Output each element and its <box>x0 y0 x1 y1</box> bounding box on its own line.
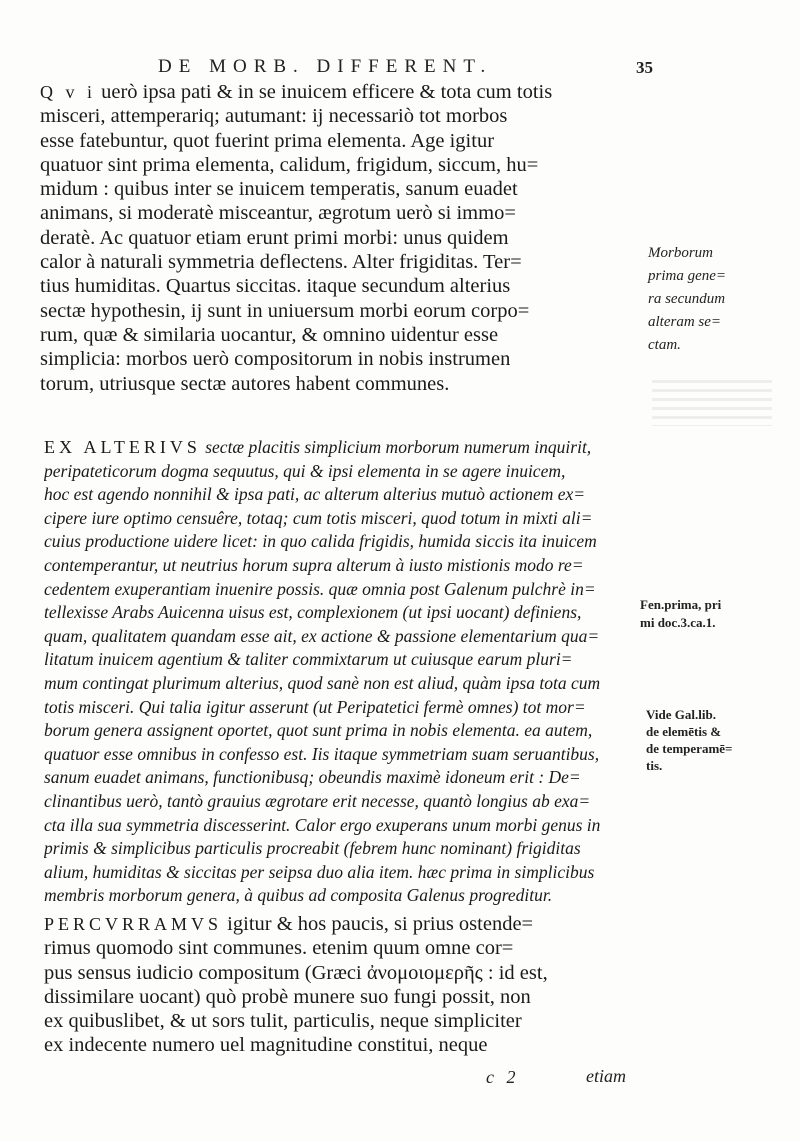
text-line: sectæ hypothesin, ij sunt in uniuersum morbi eorum corpo= <box>40 299 530 322</box>
text-line: totis misceri. Qui talia igitur asserunt (ut Peripatetici fermè omnes) tot mor= <box>44 696 586 717</box>
text-line: EX ALTERIVS sectæ placitis simplicium morborum numerum inquirit, <box>44 437 592 457</box>
paragraph-1 <box>40 80 632 396</box>
bleed-through-text <box>652 380 772 426</box>
margin-note-line: Morborum <box>648 245 714 261</box>
text-line: clinantibus uerò, tantò grauius ægrotare erit necesse, quantò longius ab exa= <box>44 790 591 811</box>
catchword: etiam <box>586 1066 626 1086</box>
text-line: cuius productione uidere licet: in quo calida frigidis, humida siccis ita inuicem <box>44 531 597 552</box>
margin-note-line: ctam. <box>648 337 681 353</box>
text-line: ex indecente numero uel magnitudine constitui, neque <box>44 1034 488 1057</box>
text-line: esse fatebuntur, quot fuerint prima elementa. Age igitur <box>40 129 495 152</box>
text-line: calor à naturali symmetria deflectens. Alter frigiditas. Ter= <box>40 251 522 274</box>
text-line: cedentem exuperantiam inuenire possis. quæ omnia post Galenum pulchrè in= <box>44 578 596 599</box>
margin-note-line: tis. <box>646 758 663 773</box>
text-line: contemperantur, ut neutrius horum supra alterum à iusto mistionis modo re= <box>44 554 584 575</box>
text-line: tellexisse Arabs Auicenna uisus est, complexionem (ut ipsi uocant) definiens, <box>44 602 582 623</box>
margin-note-line: ra secundum <box>648 291 726 307</box>
signature-mark: c 2 <box>486 1067 520 1087</box>
text-line: simplicia: morbos uerò compositorum in nobis instrumen <box>40 348 511 371</box>
text-line: cta illa sua symmetria discesserint. Calor ergo exuperans unum morbi genus in <box>44 814 601 835</box>
text-line: deratè. Ac quatuor etiam erunt primi morbi: unus quidem <box>40 226 509 249</box>
text-line: pus sensus iudicio compositum (Græci ἀνομοιομερῆς : id est, <box>44 961 548 984</box>
text-line: quatuor esse omnibus in confesso est. Iis itaque symmetriam suam seruantibus, <box>44 743 600 764</box>
text-line: torum, utriusque sectæ autores habent communes. <box>40 372 450 395</box>
text-line: primis & simplicibus particulis procreabit (febrem hunc nominant) frigiditas <box>44 838 581 859</box>
text-line: misceri, attemperariq; autumant: ij necessariò tot morbos <box>40 105 508 128</box>
text-line: hoc est agendo nonnihil & ipsa pati, ac alterum alterius mutuò actionem ex= <box>44 484 586 505</box>
text-line: rum, quæ & similaria uocantur, & omnino uidentur esse <box>40 323 499 346</box>
running-head: DE MORB. DIFFERENT. <box>158 56 493 77</box>
margin-note-line: alteram se= <box>648 314 722 330</box>
text-line: sanum euadet animans, functionibusq; obeundis maximè idoneum erit : De= <box>44 767 581 788</box>
text-line: membris morborum genera, à quibus ad composita Galenus progreditur. <box>44 885 553 906</box>
margin-note-line: de temperamē= <box>646 741 733 756</box>
text-line: midum : quibus inter se inuicem temperatis, sanum euadet <box>40 178 518 201</box>
text-line: Q v i uerò ipsa pati & in se inuicem efficere & tota cum totis <box>40 81 553 103</box>
margin-note-vide-gal <box>646 706 732 774</box>
text-line: rimus quomodo sint communes. etenim quum omne cor= <box>44 937 514 960</box>
text-line: dissimilare uocant) quò probè munere suo fungi possit, non <box>44 985 531 1008</box>
paragraph-lead: EX ALTERIVS <box>44 437 201 457</box>
text-line: ex quibuslibet, & ut sors tulit, particulis, neque simpliciter <box>44 1010 522 1033</box>
text-line: quatuor sint prima elementa, calidum, frigidum, siccum, hu= <box>40 153 539 176</box>
margin-note-line: mi doc.3.ca.1. <box>640 615 716 630</box>
margin-note-line: prima gene= <box>648 268 727 284</box>
text-line: alium, humiditas & siccitas per seipsa duo alia item. hæc prima in simplicibus <box>44 861 595 882</box>
text-line: animans, si moderatè misceantur, ægrotum uerò si immo= <box>40 202 516 225</box>
margin-note-line: Fen.prima, pri <box>640 597 722 612</box>
margin-note-line: Vide Gal.lib. <box>646 707 716 722</box>
text-line: peripateticorum dogma sequutus, qui & ipsi elementa in se agere inuicem, <box>44 460 566 481</box>
text-line: litatum inuicem agentium & taliter commixtarum ut cuiusque earum pluri= <box>44 649 573 670</box>
text-line: mum contingat plurimum alterius, quod sanè non est aliud, quàm ipsa tota cum <box>44 672 601 693</box>
text-line: borum genera assignent oportet, quot sunt prima in nobis elementa. ea autem, <box>44 720 593 741</box>
paragraph-lead: Q v i <box>40 82 96 102</box>
text-line: quam, qualitatem quandam esse ait, ex actione & passione elementarium qua= <box>44 625 600 646</box>
margin-note-morborum <box>648 242 726 357</box>
paragraph-lead: PERCVRRAMVS <box>44 914 223 934</box>
paragraph-3 <box>44 912 634 1058</box>
text-line: tius humiditas. Quartus siccitas. itaque secundum alterius <box>40 275 511 298</box>
margin-note-line: de elemētis & <box>646 724 722 739</box>
paragraph-2 <box>44 436 634 908</box>
margin-note-fen <box>640 596 721 632</box>
page-number: 35 <box>636 58 653 77</box>
text-line: cipere iure optimo censuêre, totaq; cum totis misceri, quod totum in mixti ali= <box>44 507 593 528</box>
text-line: PERCVRRAMVS igitur & hos paucis, si prius ostende= <box>44 913 534 935</box>
